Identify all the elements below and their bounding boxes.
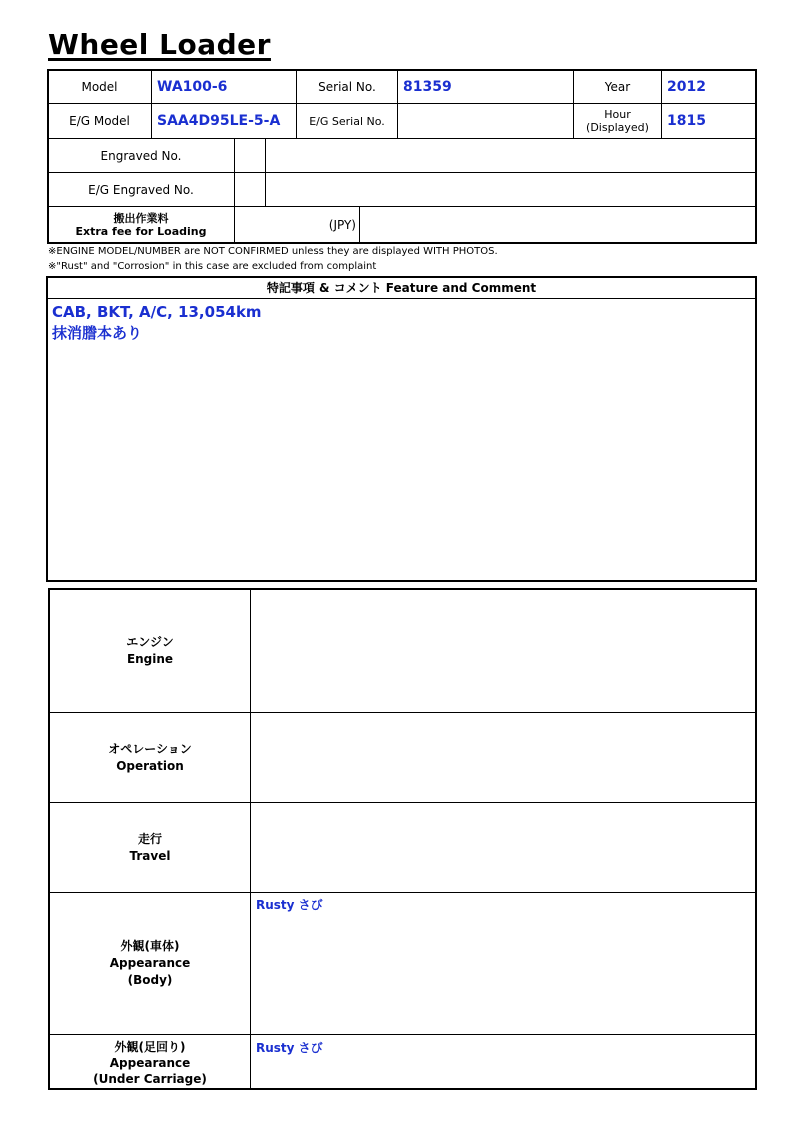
engine-label-en: Engine (126, 652, 174, 666)
fee-unit: (JPY) (328, 218, 356, 232)
serial-value: 81359 (397, 69, 574, 104)
engraved-value (265, 138, 757, 173)
body-label (50, 893, 250, 1034)
note-rust: ※"Rust" and "Corrosion" in this case are excluded from complaint (48, 261, 377, 272)
body-label-jp: 外観(車体) (120, 939, 180, 953)
engraved-label: Engraved No. (47, 138, 235, 173)
column-divider (250, 588, 251, 1090)
eg-serial-value (397, 103, 574, 139)
operation-label-en: Operation (116, 758, 184, 773)
page-title: Wheel Loader (48, 28, 271, 61)
year-label: Year (573, 69, 662, 104)
operation-label-jp: オペレーション (108, 741, 192, 756)
engine-label (50, 590, 250, 712)
body-label-en2: (Body) (127, 973, 173, 987)
engine-label-jp: エンジン (126, 635, 174, 649)
under-carriage-value: Rusty さび (256, 1041, 323, 1055)
fee-label-en: Extra fee for Loading (75, 225, 207, 238)
hour-label-line1: Hour (604, 108, 631, 121)
fee-label-jp: 搬出作業料 (113, 212, 169, 225)
eg-model-value: SAA4D95LE-5-A (151, 103, 297, 139)
hour-value: 1815 (661, 103, 757, 139)
note-engine: ※ENGINE MODEL/NUMBER are NOT CONFIRMED unless they are displayed WITH PHOTOS. (48, 246, 498, 257)
eg-model-label: E/G Model (47, 103, 152, 139)
hour-label-line2: (Displayed) (586, 121, 649, 134)
under-carriage-label-en1: Appearance (109, 1055, 191, 1070)
serial-label: Serial No. (296, 69, 398, 104)
body-value: Rusty さび (256, 898, 323, 912)
eg-serial-label: E/G Serial No. (296, 103, 398, 139)
feature-comment-line2: 抹消謄本あり (52, 324, 143, 342)
fee-amount (234, 206, 360, 244)
feature-heading: 特記事項 & コメント Feature and Comment (46, 276, 757, 299)
engraved-box (234, 138, 266, 173)
model-label: Model (47, 69, 152, 104)
fee-remarks (359, 206, 757, 244)
eg-engraved-value (265, 172, 757, 207)
operation-label (50, 713, 250, 802)
travel-label-jp: 走行 (137, 831, 162, 846)
body-label-en1: Appearance (109, 956, 191, 970)
model-value: WA100-6 (151, 69, 297, 104)
under-carriage-label-jp: 外観(足回り) (114, 1039, 186, 1054)
hour-label (573, 103, 662, 139)
fee-label (47, 206, 235, 244)
travel-label (50, 803, 250, 892)
feature-comment-line1: CAB, BKT, A/C, 13,054km (52, 303, 262, 321)
year-value: 2012 (661, 69, 757, 104)
eg-engraved-box (234, 172, 266, 207)
under-carriage-label-en2: (Under Carriage) (93, 1071, 207, 1086)
eg-engraved-label: E/G Engraved No. (47, 172, 235, 207)
travel-label-en: Travel (129, 848, 171, 863)
under-carriage-label (50, 1035, 250, 1090)
